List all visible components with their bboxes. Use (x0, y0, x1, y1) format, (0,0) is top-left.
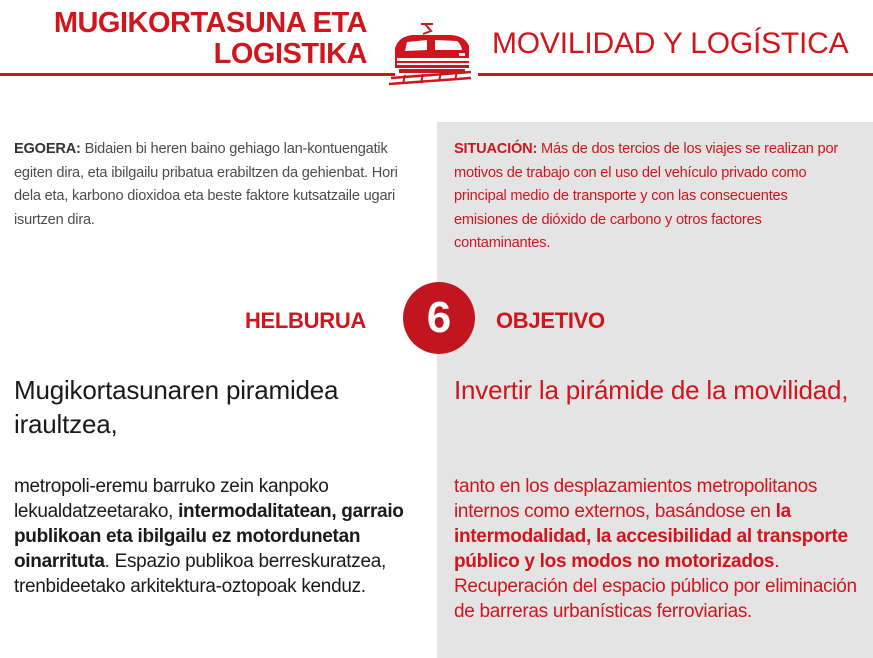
situation-es-label: SITUACIÓN: (454, 141, 538, 157)
title-eu-line1: MUGIKORTASUNA ETA (53, 7, 367, 39)
goal-basque: Mugikortasunaren piramidea iraultzea, (14, 375, 339, 439)
description-es-pre: tanto en los desplazamientos metropolitanos internos como externos, basándose en (454, 476, 818, 522)
page-title-basque (7, 8, 367, 70)
description-spanish (454, 474, 864, 624)
situation-eu-label: EGOERA: (14, 141, 81, 157)
situation-eu-text: Bidaien bi heren baino gehiago lan-kontuengatik egiten dira, eta ibilgailu pribatua erabiltzen da gehienbat. Hori dela eta, karbono dioxidoa eta beste faktore kutsatzaile ugari isurtzen dira. (14, 141, 398, 228)
objective-label-basque: HELBURUA (244, 308, 366, 333)
title-eu-line2: LOGISTIKA (213, 38, 367, 70)
page-title-spanish: MOVILIDAD Y LOGÍSTICA (492, 27, 849, 60)
description-eu-post: . Espazio publikoa berreskuratzea, trenbideetako arkitektura-oztopoak kenduz. (14, 551, 386, 597)
description-eu-bold: intermodalitatean, garraio publikoan eta ibilgailu ez motordunetan oinarrituta (14, 501, 404, 572)
description-es-post: . Recuperación del espacio público por eliminación de barreras urbanísticas ferroviarias. (454, 551, 857, 622)
header-divider-right (478, 73, 873, 76)
header-divider-left (0, 73, 395, 76)
situation-basque (14, 138, 426, 232)
objective-number-badge: 6 (403, 282, 475, 354)
train-icon (387, 20, 473, 88)
description-es-bold: la intermodalidad, la accesibilidad al transporte público y los modos no motorizados (454, 501, 848, 572)
description-basque (14, 474, 414, 599)
description-eu-pre: metropoli-eremu barruko zein kanpoko lekualdatzeetarako, (14, 476, 329, 522)
situation-spanish (454, 138, 854, 256)
situation-es-text: Más de dos tercios de los viajes se realizan por motivos de trabajo con el uso del vehículo privado como principal medio de transporte y con las consecuentes emisiones de dióxido de carbono y otros factores contaminantes. (454, 141, 839, 251)
objective-label-spanish: OBJETIVO (496, 308, 605, 333)
goal-spanish: Invertir la pirámide de la movilidad, (454, 375, 849, 405)
